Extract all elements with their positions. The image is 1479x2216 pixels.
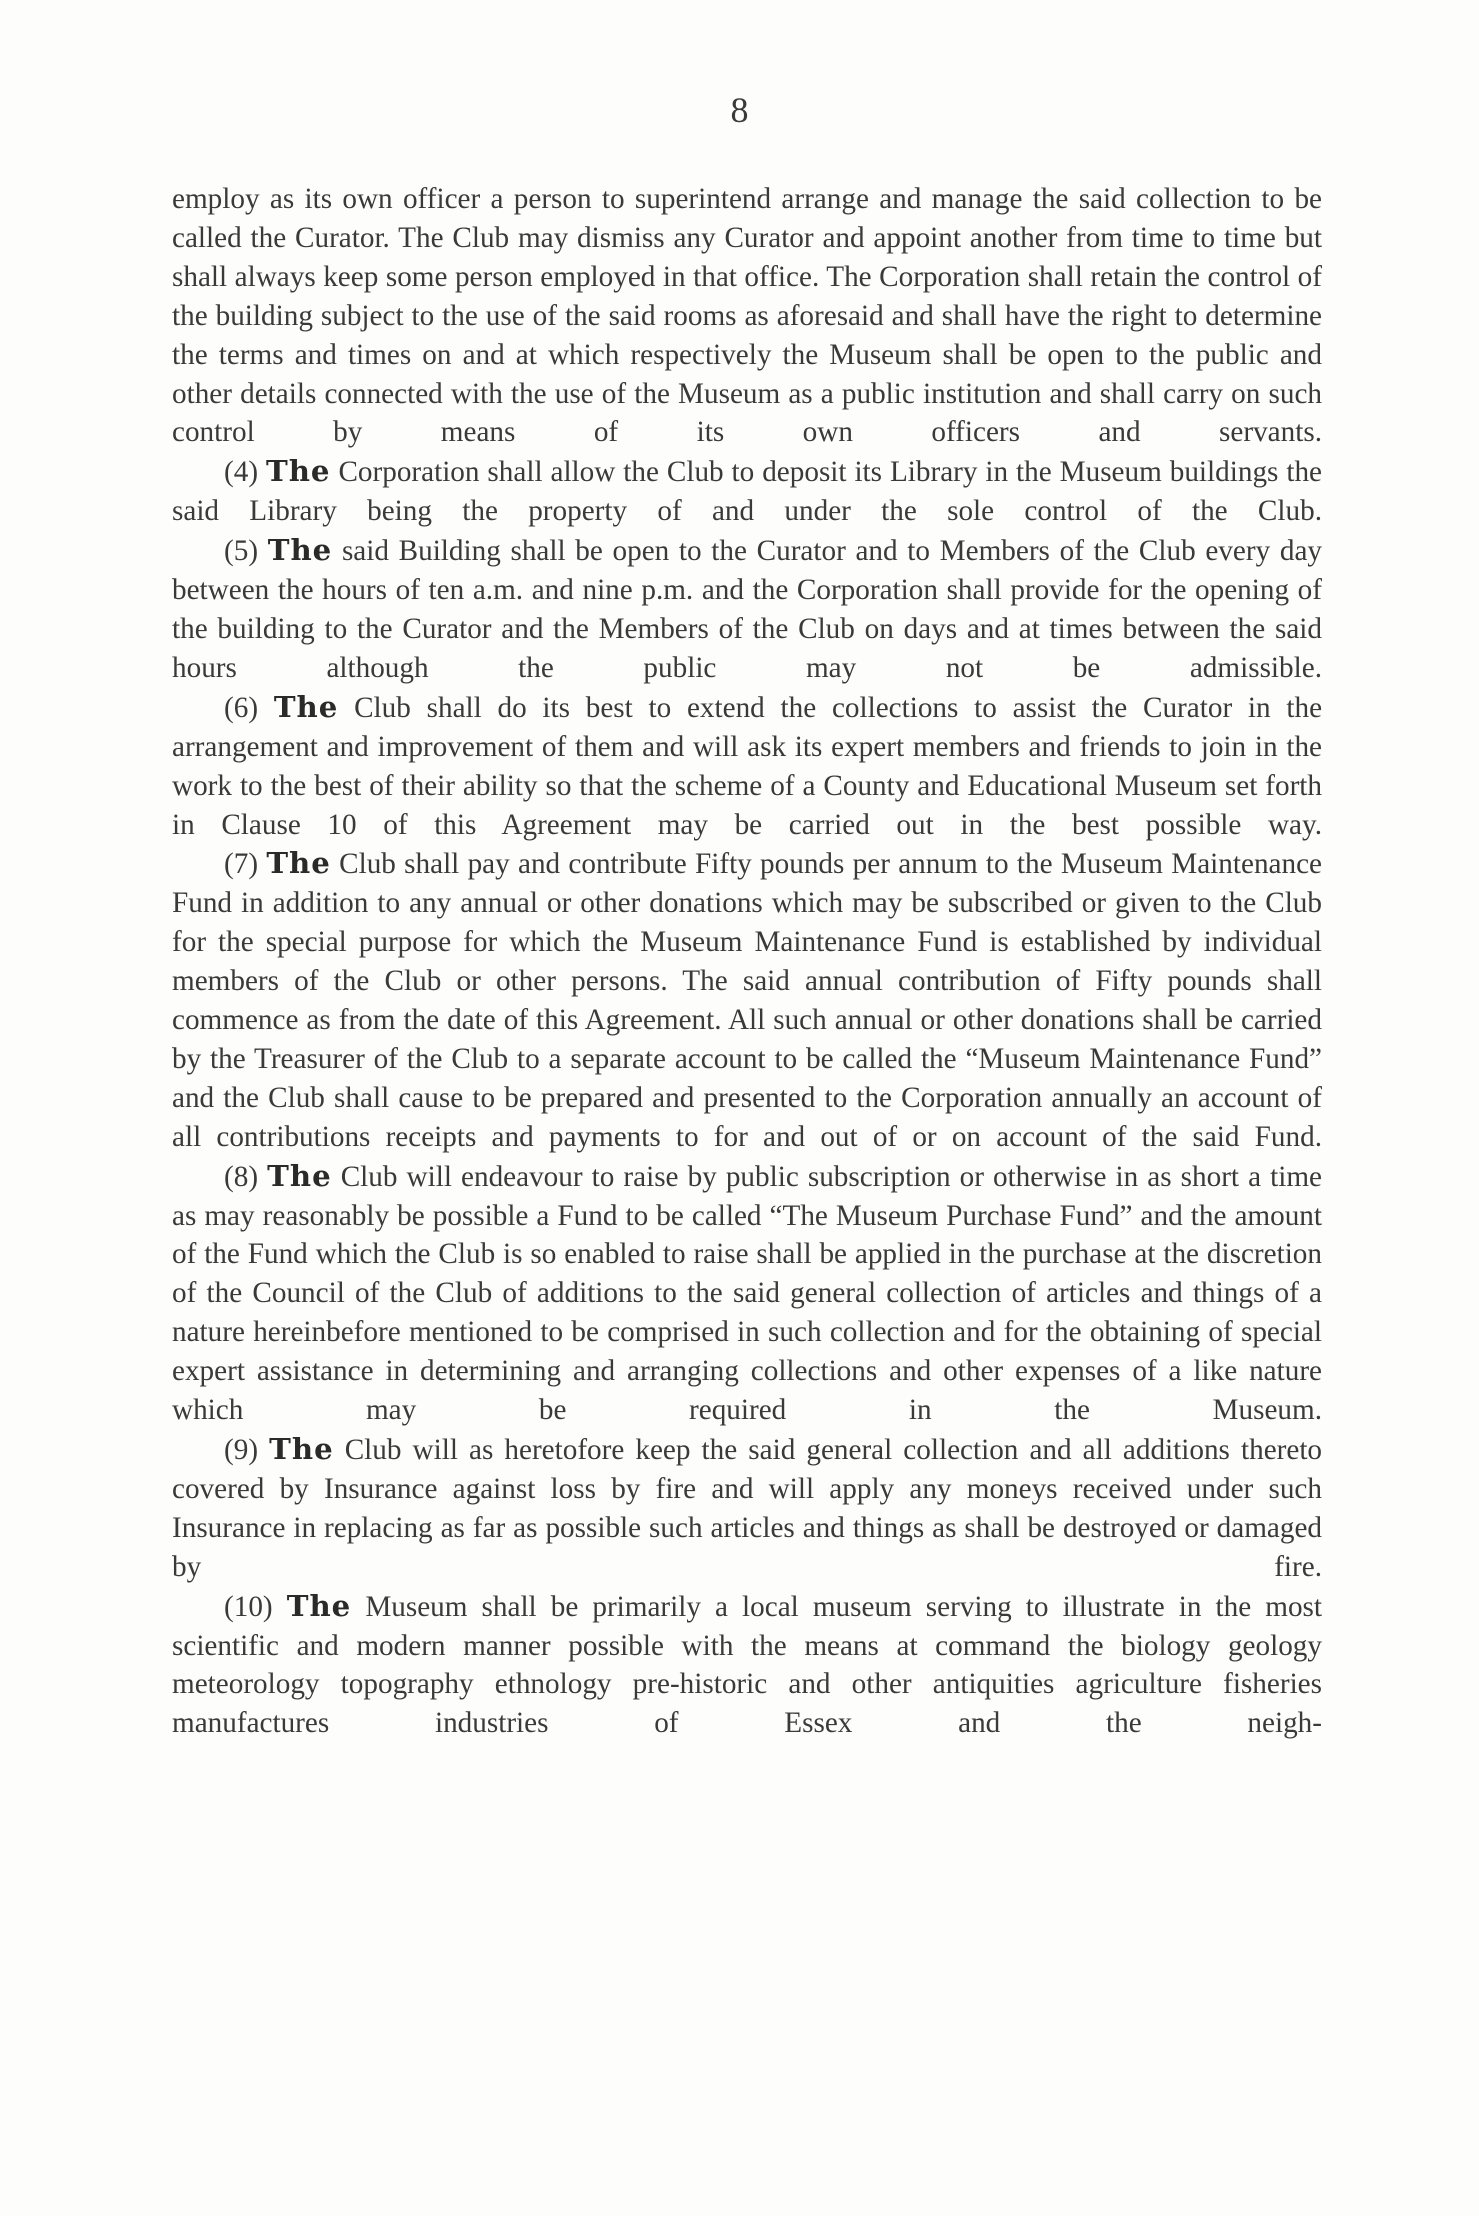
clause-text: Corporation shall allow the Club to deposit its Library in the Museum buildings the said Library being the property of and under the sole control of the Club. — [172, 456, 1322, 528]
agreement-text — [172, 180, 1322, 1743]
paragraph-text: employ as its own officer a person to superintend arrange and manage the said collection to be called the Curator. The Club may dismiss any Curator and appoint another from time to time but shall always keep some person employed in that office. The Corporation shall retain the control of the building subject to the use of the said rooms as aforesaid and shall have the right to determine the terms and times on and at which respectively the Museum shall be open to the public and other details connected with the use of the Museum as a public institution and shall carry on such control by means of its own officers and servants. — [172, 183, 1322, 449]
clause-text: Club shall do its best to extend the collections to assist the Curator in the arrangement and improvement of them and will ask its expert members and friends to join in the work to the best of their ability so that the scheme of a County and Educational Museum set forth in Clause 10 of this Agreement may be carried out in the best possible way. — [172, 691, 1323, 841]
clause-9 — [172, 1430, 1322, 1587]
clause-8 — [172, 1157, 1322, 1430]
clause-number: (10) — [224, 1590, 273, 1623]
clause-text: said Building shall be open to the Curator and to Members of the Club every day between the hours of ten a.m. and nine p.m. and the Corporation shall provide for the opening of the building to the Curator and the Members of the Club on days and at times between the said hours although the public may not be admissible. — [172, 535, 1323, 684]
clause-number: (4) — [224, 456, 259, 489]
paragraph-continuation — [172, 180, 1322, 452]
clause-number: (7) — [224, 848, 259, 881]
clause-text: Club shall pay and contribute Fifty pounds per annum to the Museum Maintenance Fund in addition to any annual or other donations which may be subscribed or given to the Club for the special purpose for which the Museum Maintenance Fund is established by individual members of the Club or other persons. The said annual contribution of Fifty pounds shall commence as from the date of this Agreement. All such annual or other donations shall be carried by the Treasurer of the Club to a separate account to be called the “Museum Maintenance Fund” and the Club shall cause to be prepared and presented to the Corporation annually an account of all contributions receipts and payments to for and out of or on account of the said Fund. — [172, 848, 1322, 1153]
clause-4 — [172, 452, 1322, 531]
page-number: 8 — [730, 90, 749, 130]
clause-7 — [172, 844, 1322, 1156]
clause-text: Club will as heretofore keep the said general collection and all additions thereto covered by Insurance against loss by fire and will apply any moneys received under such Insurance in replacing as far as possible such articles and things as shall be destroyed or damaged by fire. — [172, 1434, 1323, 1583]
clause-number: (5) — [224, 535, 259, 568]
clause-lead-word: The — [265, 454, 331, 489]
clause-lead-word: The — [286, 1588, 352, 1623]
clause-10 — [172, 1587, 1322, 1744]
clause-text: Museum shall be primarily a local museum serving to illustrate in the most scientific and modern manner possible with the means at command the biology geology meteorology topography ethnology pre-historic and other antiquities agriculture fisheries manufactures industries of Essex and the neigh- — [172, 1590, 1323, 1740]
clause-lead-word: The — [273, 689, 339, 724]
clause-lead-word: The — [267, 1158, 332, 1193]
clause-5 — [172, 531, 1322, 688]
clause-6 — [172, 688, 1322, 845]
clause-lead-word: The — [266, 846, 331, 881]
clause-lead-word: The — [267, 533, 333, 568]
clause-number: (9) — [224, 1434, 259, 1466]
clause-lead-word: The — [269, 1432, 334, 1466]
clause-number: (6) — [224, 691, 259, 724]
clause-text: Club will endeavour to raise by public subscription or otherwise in as short a time as may reasonably be possible a Fund to be called “The Museum Purchase Fund” and the amount of the Fund which the Club is so enabled to raise shall be applied in the purchase at the discretion of the Council of the Club of additions to the said general collection of articles and things of a nature hereinbefore mentioned to be comprised in such collection and for the obtaining of special expert assistance in determining and arranging collections and other expenses of a like nature which may be required in the Museum. — [172, 1160, 1323, 1427]
clause-number: (8) — [224, 1160, 259, 1193]
